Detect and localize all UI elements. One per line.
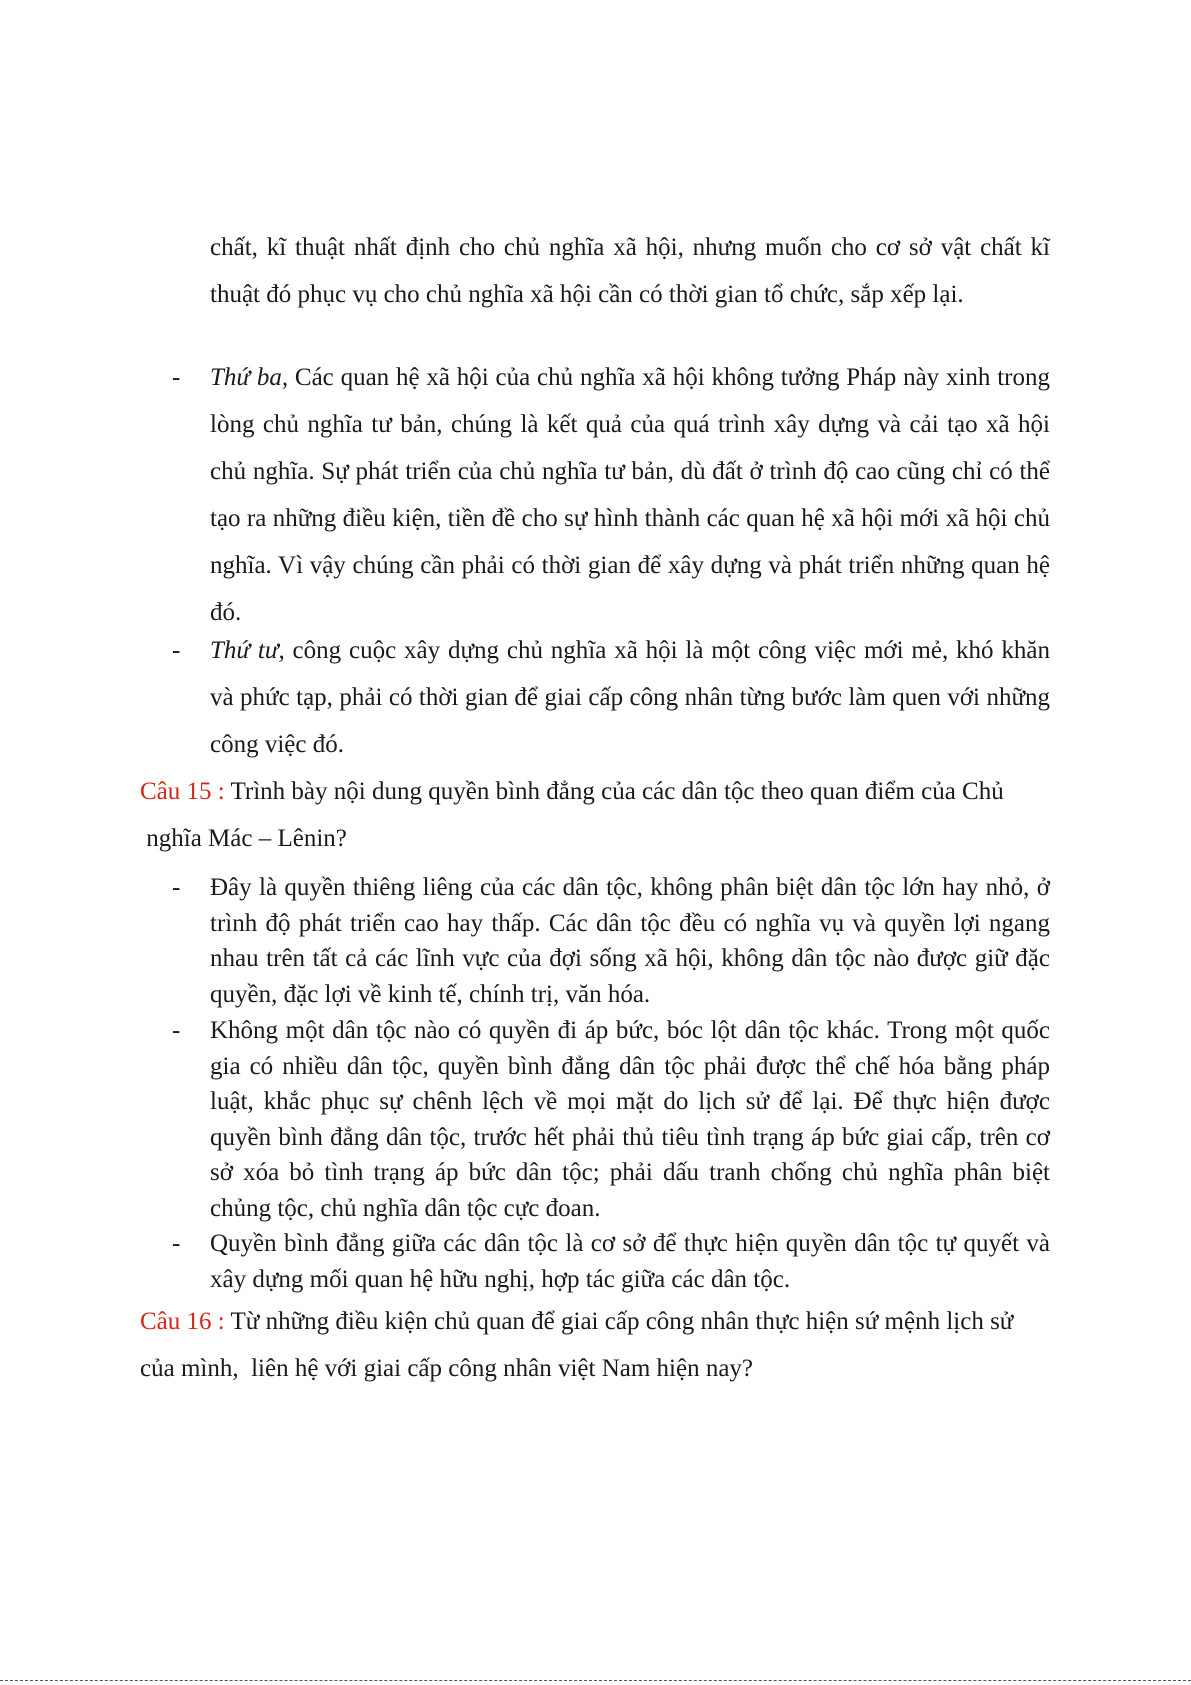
bullet-marker: -: [172, 1017, 181, 1044]
item-text: Các quan hệ xã hội của chủ nghĩa xã hội không tưởng Pháp này xinh trong lòng chủ nghĩa tư bản, chúng là kết quả của quá trình xây dựng và cải tạo xã hội chủ nghĩa. Sự phát triển của chủ nghĩa tư bản, dù đất ở trình độ cao cũng chỉ có thể tạo ra những điều kiện, tiền đề cho sự hình thành các quan hệ xã hội mới xã hội chủ nghĩa. Vì vậy chúng cần phải có thời gian để xây dựng và phát triển những quan hệ đó.: [210, 364, 1050, 626]
question-16-line2: của mình, liên hệ với giai cấp công nhân việt Nam hiện nay?: [140, 1355, 754, 1382]
continuation-paragraph: chất, kĩ thuật nhất định cho chủ nghĩa xã hội, nhưng muốn cho cơ sở vật chất kĩ thuật đó phục vụ cho chủ nghĩa xã hội cần có thời gian tổ chức, sắp xếp lại.: [210, 234, 1050, 308]
item-lead: Thứ tư,: [210, 637, 285, 664]
list-item-thu-tu: [210, 627, 1050, 768]
bullet-marker: -: [172, 1230, 181, 1257]
list-item-q15-2: Không một dân tộc nào có quyền đi áp bức, bóc lột dân tộc khác. Trong một quốc gia có nhiều dân tộc, quyền bình đẳng dân tộc phải được thể chế hóa bằng pháp luật, khắc phục sự chênh lệch về mọi mặt do lịch sử để lại. Để thực hiện được quyền bình đẳng dân tộc, trước hết phải thủ tiêu tình trạng áp bức giai cấp, trên cơ sở xóa bỏ tình trạng áp bức dân tộc; phải dấu tranh chống chủ nghĩa phân biệt chủng tộc, chủ nghĩa dân tộc cực đoan.: [210, 1017, 1050, 1222]
question-16-text: Từ những điều kiện chủ quan để giai cấp công nhân thực hiện sứ mệnh lịch sử: [224, 1308, 1014, 1335]
bullet-marker: -: [172, 874, 181, 901]
question-15-line2: nghĩa Mác – Lênin?: [140, 825, 347, 852]
list-item-q15-3: Quyền bình đẳng giữa các dân tộc là cơ sở để thực hiện quyền dân tộc tự quyết và xây dựng mối quan hệ hữu nghị, hợp tác giữa các dân tộc.: [210, 1230, 1050, 1293]
question-15-line1: [140, 768, 1100, 815]
question-16-line1: [140, 1298, 1100, 1345]
page-bottom-divider: [0, 1680, 1191, 1681]
list-item-q15-1: Đây là quyền thiêng liêng của các dân tộc, không phân biệt dân tộc lớn hay nhỏ, ở trình độ phát triển cao hay thấp. Các dân tộc đều có nghĩa vụ và quyền lợi ngang nhau trên tất cả các lĩnh vực của đợi sống xã hội, không dân tộc nào được giữ đặc quyền, đặc lợi về kinh tế, chính trị, văn hóa.: [210, 874, 1050, 1008]
list-item-thu-ba: [210, 354, 1050, 636]
bullet-marker: -: [172, 364, 181, 391]
bullet-marker: -: [172, 637, 181, 664]
question-15-heading: [140, 768, 1100, 862]
question-15-label: Câu 15 :: [140, 778, 225, 805]
item-text: công cuộc xây dựng chủ nghĩa xã hội là một công việc mới mẻ, khó khăn và phức tạp, phải có thời gian để giai cấp công nhân từng bước làm quen với những công việc đó.: [210, 637, 1050, 758]
question-16-heading: [140, 1298, 1100, 1392]
item-lead: Thứ ba,: [210, 364, 289, 391]
question-16-label: Câu 16 :: [140, 1308, 225, 1335]
question-15-text: Trình bày nội dung quyền bình đẳng của các dân tộc theo quan điểm của Chủ: [224, 778, 1004, 805]
